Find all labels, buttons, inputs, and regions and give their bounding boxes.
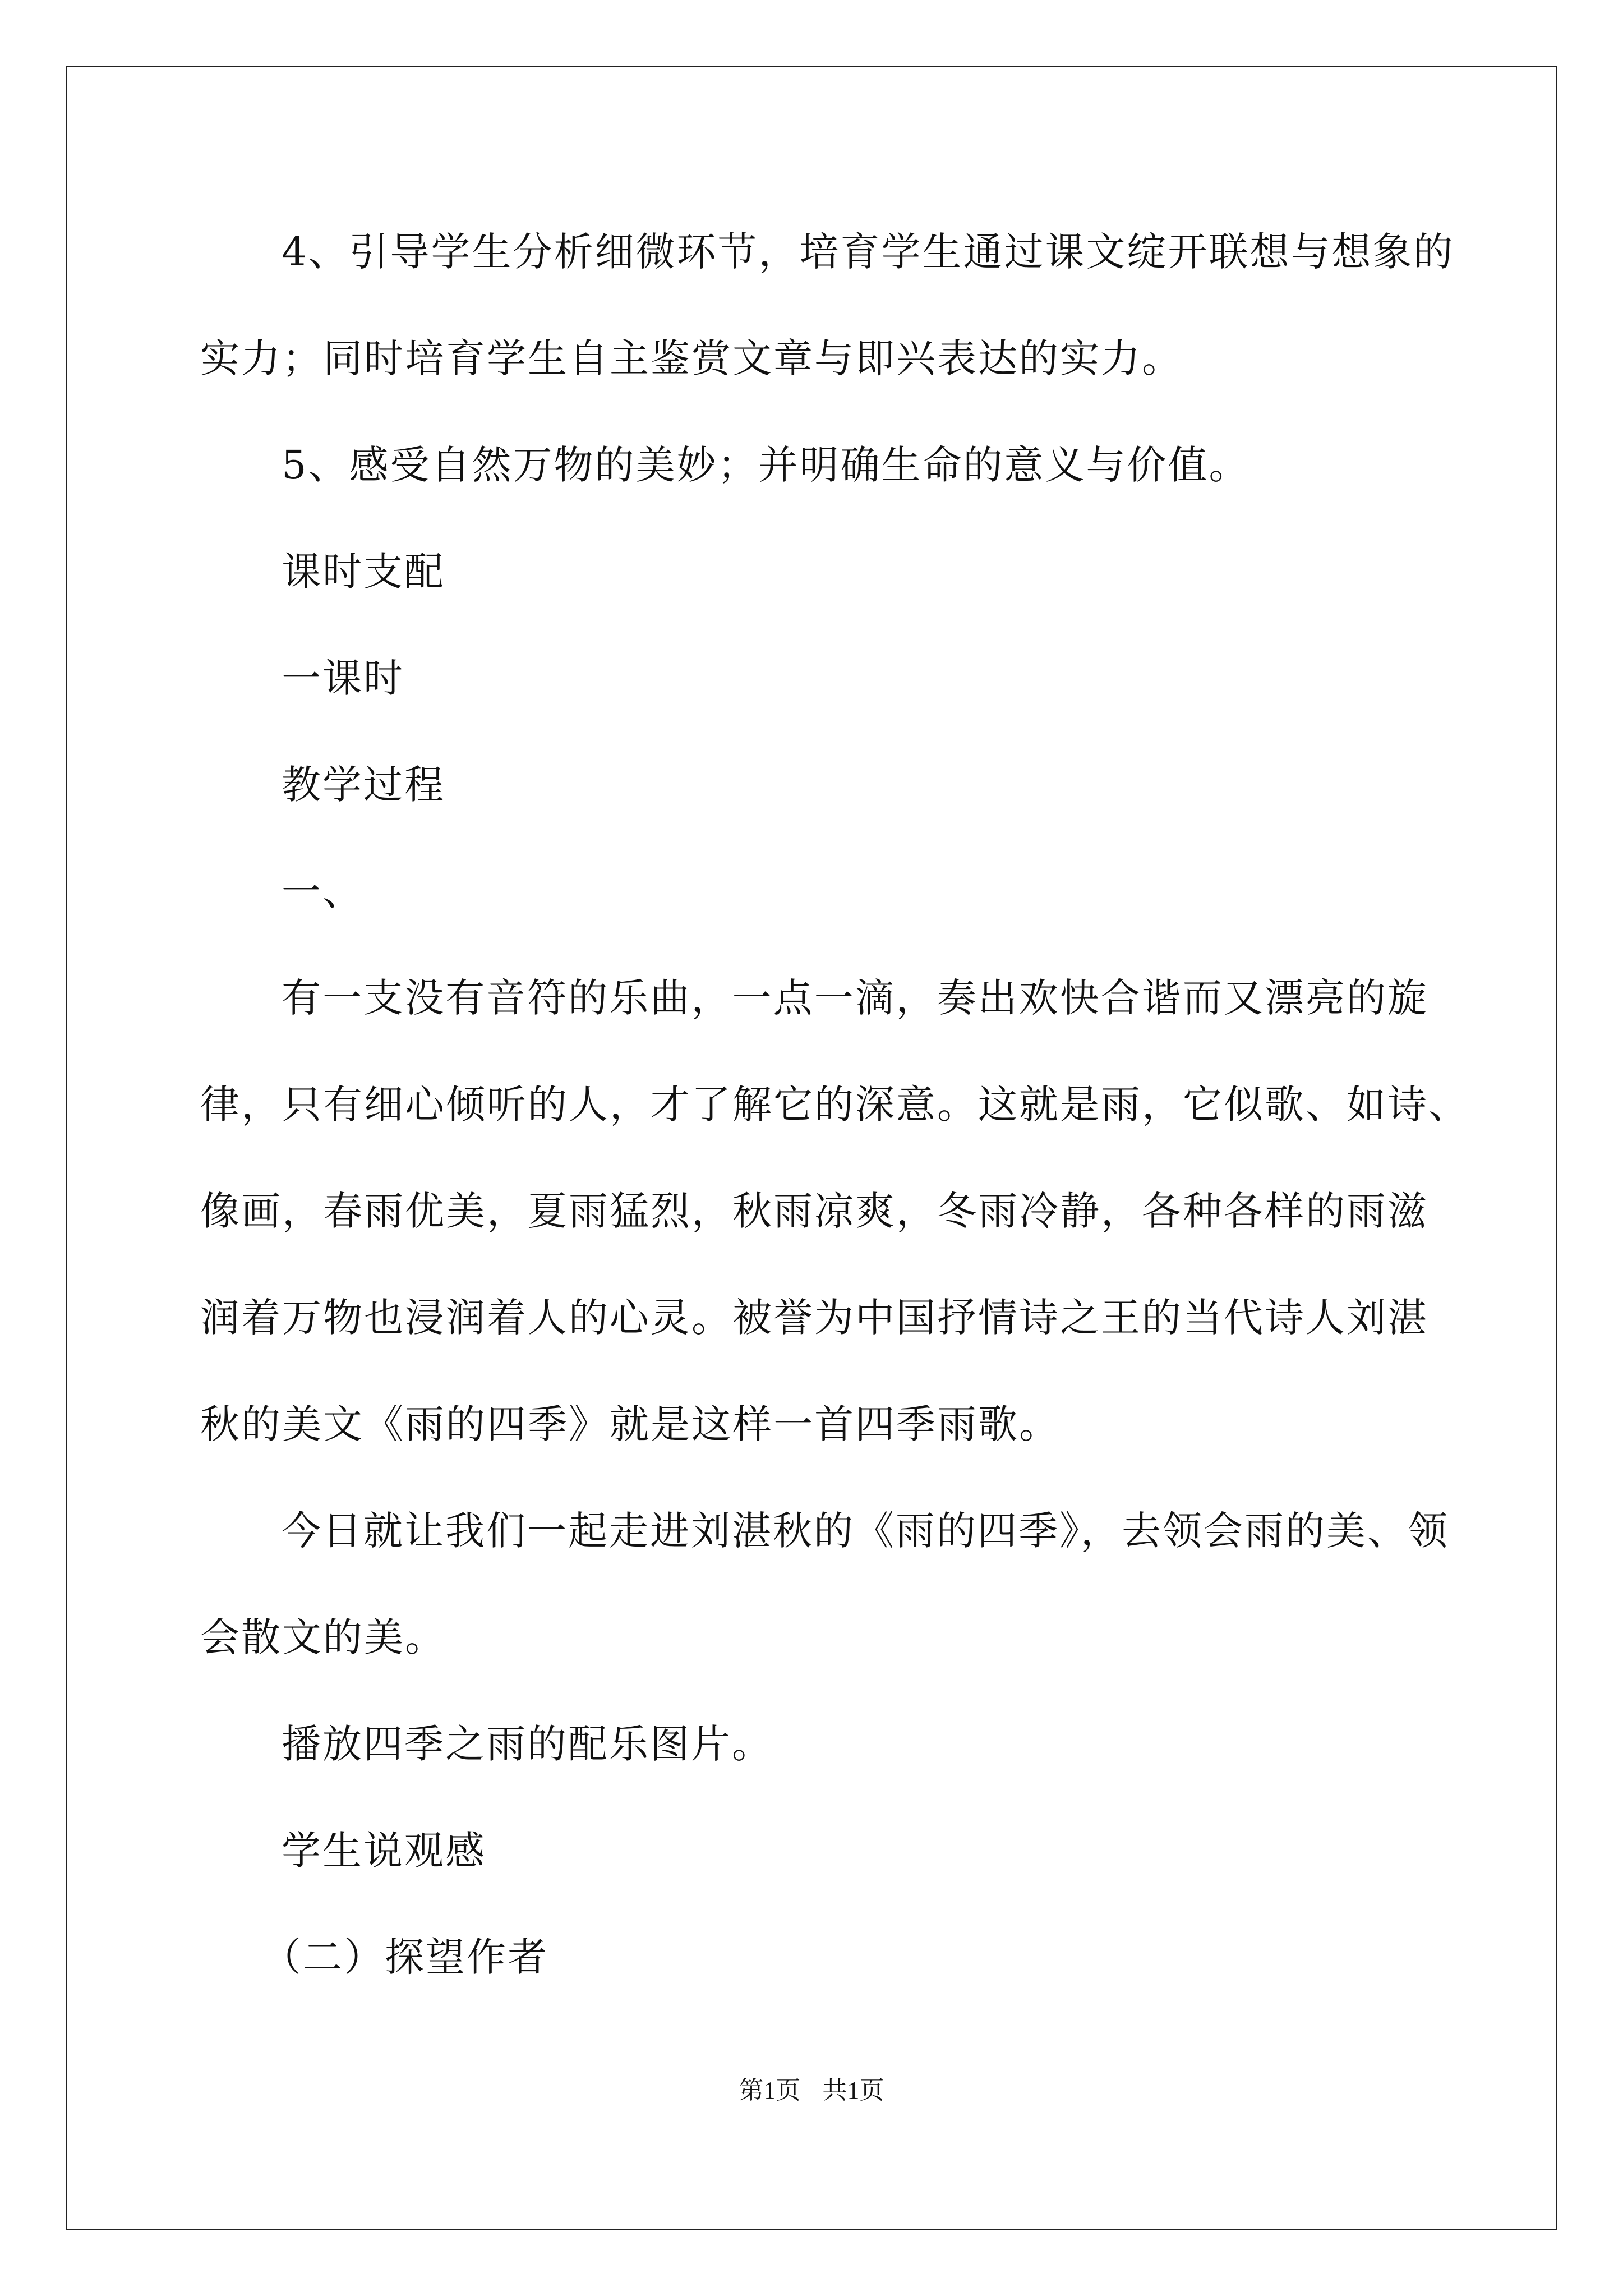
text-line: 一课时 [282,655,404,701]
text-line: 秋的美文《雨的四季》就是这样一首四季雨歌。 [200,1401,1060,1447]
text-line: 一、 [282,868,363,914]
lesson-count [200,625,1428,731]
text-line: 律，只有细心倾听的人，才了解它的深意。这就是雨，它似歌、如诗、 [200,1082,1469,1128]
paragraph-play-images [200,1691,1428,1797]
text-line: 播放四季之雨的配乐图片。 [282,1721,773,1767]
text-line: 学生说观感 [282,1828,486,1874]
text-line: 今日就让我们一起走进刘湛秋的《雨的四季》，去领会雨的美、领 [282,1508,1449,1554]
paragraph-today [200,1478,1449,1691]
text-line: 有一支没有音符的乐曲，一点一滴，奏出欢快合谐而又漂亮的旋 [282,975,1428,1021]
page-number-current: 第1页 [739,2077,801,2104]
text-line: （二）探望作者 [262,1934,548,1980]
text-line: 4、引导学生分析细微环节，培育学生通过课文绽开联想与想象的 [282,229,1455,275]
heading-visit-author [200,1904,1428,2010]
page-number-total: 共1页 [822,2077,884,2104]
text-line: 实力；同时培育学生自主鉴赏文章与即兴表达的实力。 [200,335,1183,381]
text-line: 课时支配 [282,549,445,595]
text-line: 教学过程 [282,762,445,808]
text-line: 润着万物也浸润着人的心灵。被誉为中国抒情诗之王的当代诗人刘湛 [200,1295,1428,1341]
text-line: 会散文的美。 [200,1614,446,1660]
heading-teaching-process [200,731,1428,838]
section-number-one [200,838,1428,945]
paragraph-objective-5 [200,412,1428,518]
page-footer [0,2070,1623,2106]
paragraph-introduction [200,945,1469,1478]
heading-lesson-schedule [200,518,1428,625]
paragraph-objective-4 [200,199,1455,412]
text-line: 像画，春雨优美，夏雨猛烈，秋雨凉爽，冬雨冷静，各种各样的雨滋 [200,1188,1428,1234]
text-line: 5、感受自然万物的美妙；并明确生命的意义与价值。 [282,442,1250,488]
paragraph-student-impressions [200,1797,1428,1904]
